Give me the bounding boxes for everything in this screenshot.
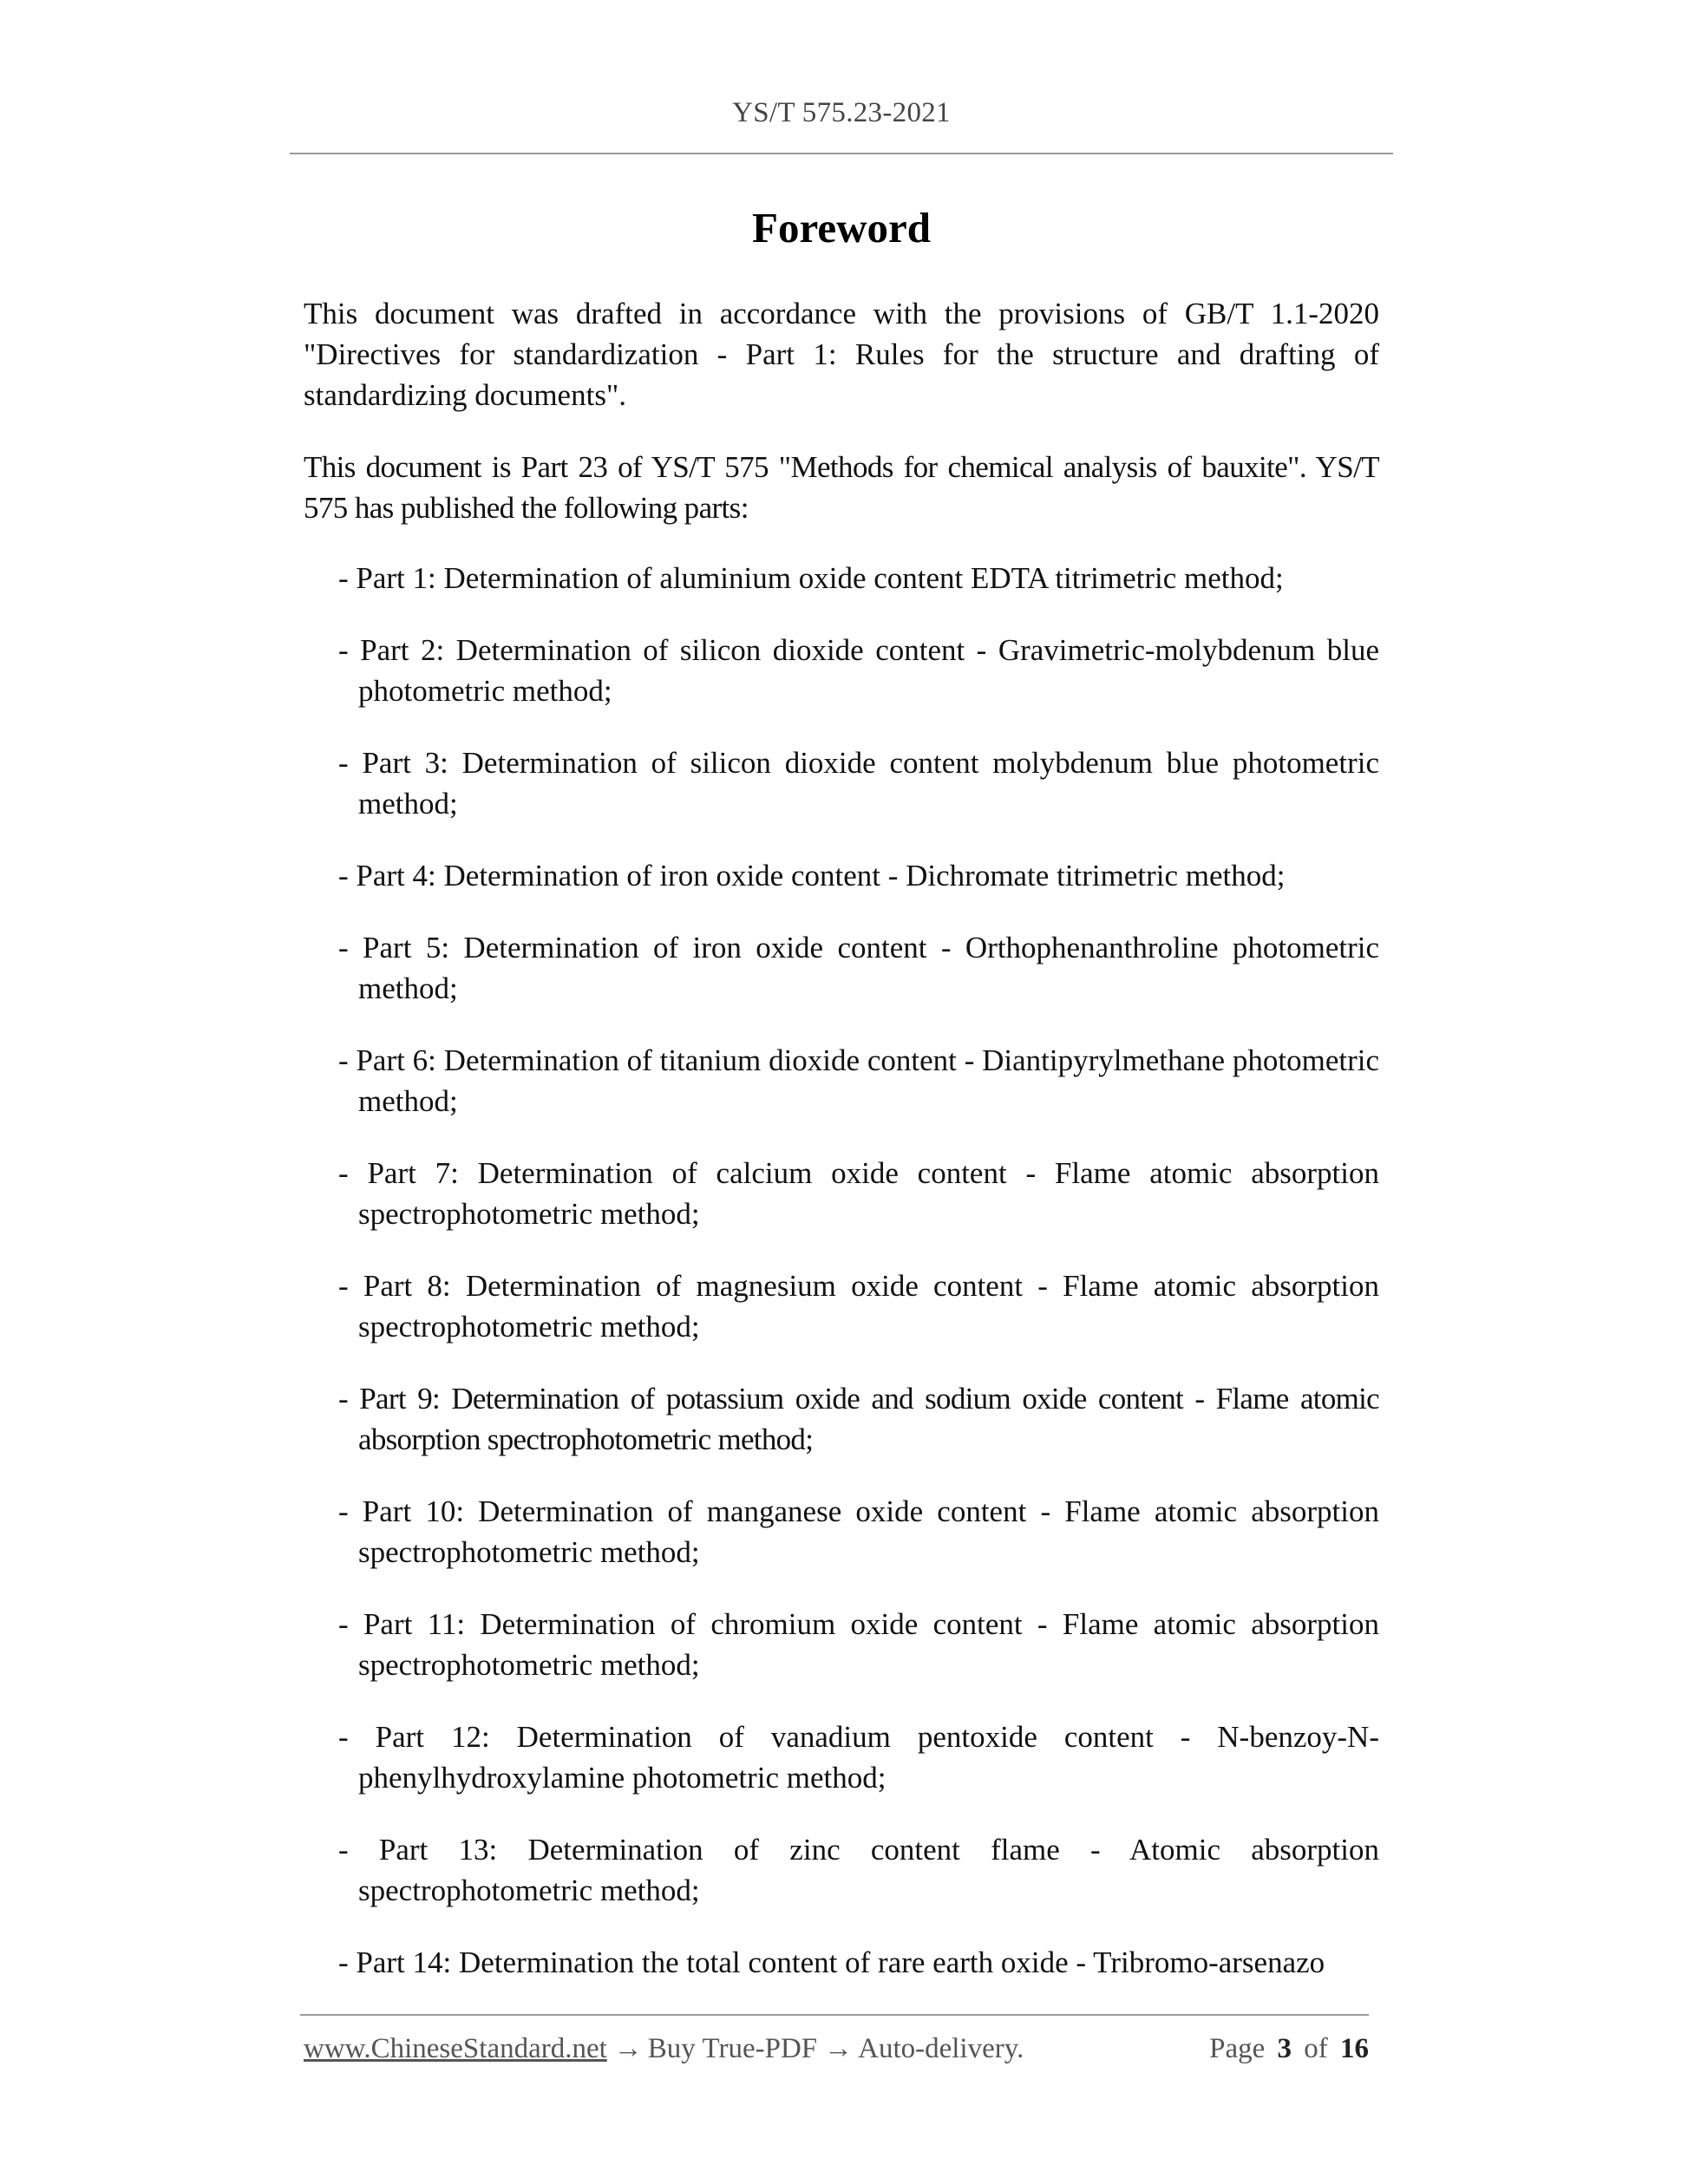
list-item-part-1: - Part 1: Determination of aluminium oxide content EDTA titrimetric method; bbox=[338, 561, 1284, 595]
list-item-part-2: - Part 2: Determination of silicon dioxide content - Gravimetric-molybdenum blue photometric method; bbox=[338, 633, 1379, 708]
chinesestandard-link[interactable]: www.ChineseStandard.net bbox=[304, 2033, 607, 2064]
list-item-part-13: - Part 13: Determination of zinc content flame - Atomic absorption spectrophotometric method; bbox=[338, 1833, 1379, 1907]
list-item-part-12: - Part 12: Determination of vanadium pentoxide content - N-benzoy-N-phenylhydroxylamine photometric method; bbox=[338, 1720, 1379, 1795]
list-item-part-8: - Part 8: Determination of magnesium oxide content - Flame atomic absorption spectrophotometric method; bbox=[338, 1269, 1379, 1344]
document-body bbox=[304, 293, 1379, 2014]
list-item-part-10: - Part 10: Determination of manganese oxide content - Flame atomic absorption spectrophotometric method; bbox=[338, 1494, 1379, 1569]
arrow-right-icon: → bbox=[613, 2033, 643, 2064]
of-label: of bbox=[1304, 2033, 1328, 2064]
intro-paragraph-part-info: This document is Part 23 of YS/T 575 "Methods for chemical analysis of bauxite". YS/T 575 has published the following parts: bbox=[304, 450, 1379, 525]
intro-paragraph-drafting: This document was drafted in accordance with the provisions of GB/T 1.1-2020 "Directives for standardization - Part 1: Rules for the structure and drafting of standardizing documents". bbox=[304, 297, 1379, 412]
auto-delivery-text: Auto-delivery. bbox=[858, 2033, 1024, 2064]
header-divider bbox=[290, 153, 1393, 154]
list-item-part-3: - Part 3: Determination of silicon dioxide content molybdenum blue photometric method; bbox=[338, 746, 1379, 821]
current-page-number: 3 bbox=[1277, 2033, 1292, 2064]
list-item-part-4: - Part 4: Determination of iron oxide content - Dichromate titrimetric method; bbox=[338, 859, 1286, 893]
parts-list bbox=[304, 558, 1379, 1983]
list-item-part-11: - Part 11: Determination of chromium oxide content - Flame atomic absorption spectrophotometric method; bbox=[338, 1607, 1379, 1682]
buy-true-pdf-text: Buy True-PDF bbox=[647, 2033, 818, 2064]
list-item-part-14: - Part 14: Determination the total content of rare earth oxide - Tribromo-arsenazo bbox=[338, 1945, 1325, 1979]
list-item-part-6: - Part 6: Determination of titanium dioxide content - Diantipyrylmethane photometric method; bbox=[338, 1043, 1379, 1118]
page-counter bbox=[1209, 2033, 1369, 2065]
arrow-right-icon: → bbox=[824, 2033, 854, 2064]
footer-promo bbox=[304, 2033, 1024, 2065]
page-label: Page bbox=[1209, 2033, 1266, 2064]
list-item-part-9: - Part 9: Determination of potassium oxide and sodium oxide content - Flame atomic absorption spectrophotometric method; bbox=[338, 1382, 1379, 1456]
list-item-part-7: - Part 7: Determination of calcium oxide content - Flame atomic absorption spectrophotometric method; bbox=[338, 1156, 1379, 1231]
page-title: Foreword bbox=[752, 204, 931, 252]
document-code-header: YS/T 575.23-2021 bbox=[732, 97, 951, 128]
total-page-count: 16 bbox=[1340, 2033, 1369, 2064]
footer-divider bbox=[300, 2014, 1369, 2016]
list-item-part-5: - Part 5: Determination of iron oxide content - Orthophenanthroline photometric method; bbox=[338, 931, 1379, 1005]
